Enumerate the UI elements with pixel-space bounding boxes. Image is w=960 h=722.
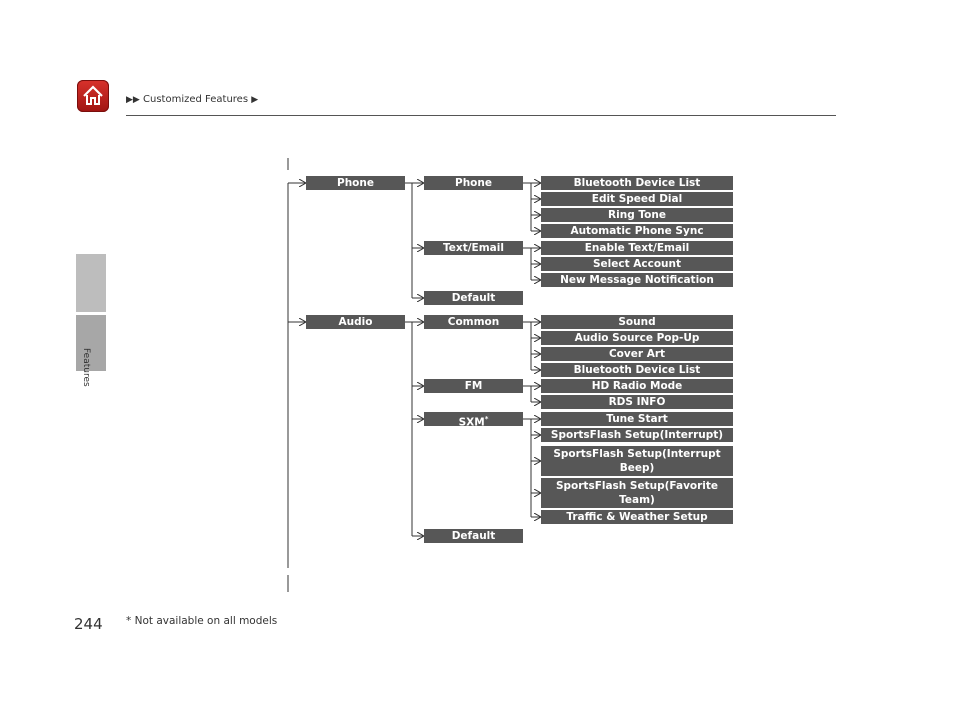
menu-audio: Audio (306, 315, 405, 329)
menu-phone-default: Default (424, 291, 523, 305)
menu-item: HD Radio Mode (541, 379, 733, 393)
menu-item: SportsFlash Setup(Favorite Team) (541, 478, 733, 508)
menu-audio-sxm (424, 412, 523, 426)
sxm-label: SXM (458, 416, 485, 426)
menu-item: Bluetooth Device List (541, 176, 733, 190)
menu-item: SportsFlash Setup(Interrupt) (541, 428, 733, 442)
menu-phone-text-email: Text/Email (424, 241, 523, 255)
breadcrumb-label: Customized Features (143, 94, 249, 105)
menu-item: RDS INFO (541, 395, 733, 409)
menu-item: Audio Source Pop-Up (541, 331, 733, 345)
breadcrumb-arrow-icon: ▶ (251, 95, 259, 105)
menu-item: New Message Notification (541, 273, 733, 287)
footnote: * Not available on all models (126, 615, 278, 627)
menu-item: Bluetooth Device List (541, 363, 733, 377)
menu-item: Traffic & Weather Setup (541, 510, 733, 524)
page-number: 244 (74, 615, 103, 633)
menu-audio-default: Default (424, 529, 523, 543)
menu-item: Tune Start (541, 412, 733, 426)
menu-audio-fm: FM (424, 379, 523, 393)
menu-item: Enable Text/Email (541, 241, 733, 255)
footnote-mark: * (484, 415, 489, 423)
menu-phone-phone: Phone (424, 176, 523, 190)
menu-item: Cover Art (541, 347, 733, 361)
side-tab-label: Features (81, 348, 91, 387)
menu-phone: Phone (306, 176, 405, 190)
menu-item: Sound (541, 315, 733, 329)
menu-item: Edit Speed Dial (541, 192, 733, 206)
menu-item: SportsFlash Setup(Interrupt Beep) (541, 446, 733, 476)
menu-audio-common: Common (424, 315, 523, 329)
menu-item: Ring Tone (541, 208, 733, 222)
menu-item: Select Account (541, 257, 733, 271)
menu-item: Automatic Phone Sync (541, 224, 733, 238)
breadcrumb-arrow-icon: ▶▶ (126, 95, 140, 105)
